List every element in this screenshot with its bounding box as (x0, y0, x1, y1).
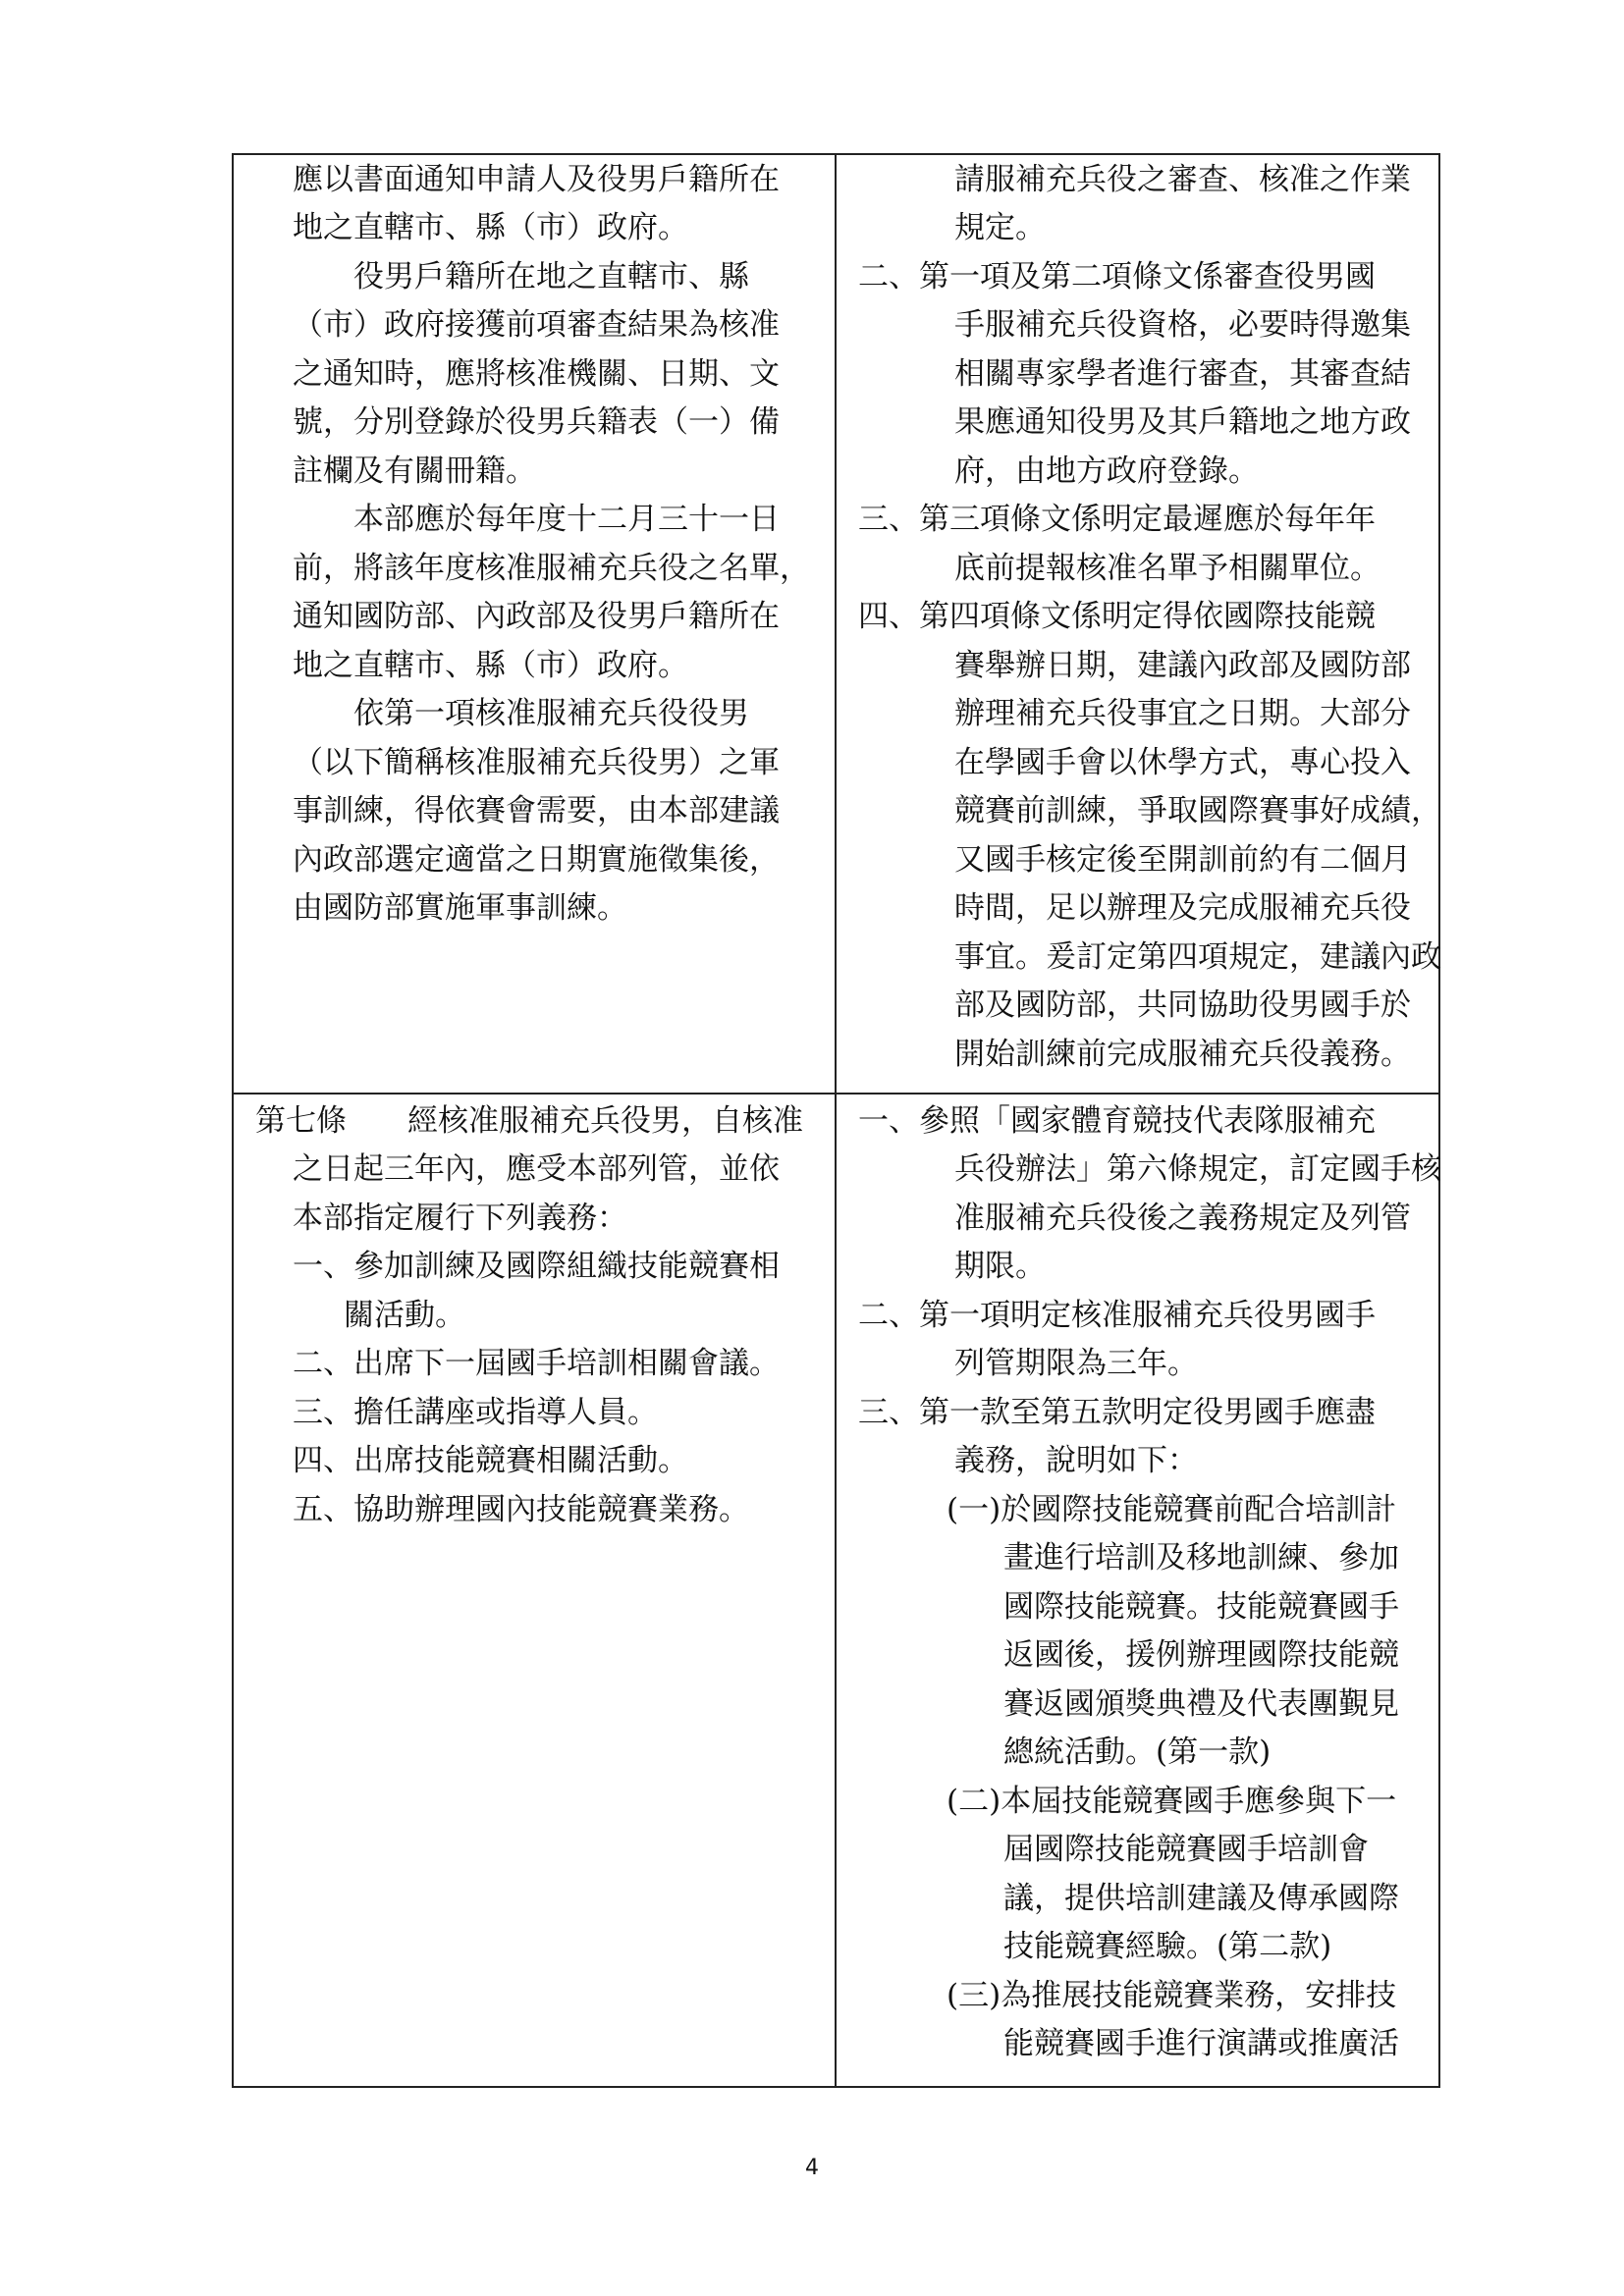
text-line: 開始訓練前完成服補充兵役義務。 (954, 1037, 1411, 1072)
text-line: 由國防部實施軍事訓練。 (293, 890, 627, 926)
text-line: 請服補充兵役之審查、核准之作業 (954, 162, 1411, 197)
list-item: 三、第三項條文係明定最遲應於每年年 (858, 502, 1376, 537)
text-line: 准服補充兵役後之義務規定及列管 (954, 1201, 1411, 1236)
text-line: 在學國手會以休學方式，專心投入 (954, 745, 1411, 780)
text-line: 兵役辦法」第六條規定，訂定國手核 (954, 1151, 1441, 1187)
list-item: 五、協助辦理國內技能競賽業務。 (293, 1492, 749, 1527)
text-line: 議，提供培訓建議及傳承國際 (1003, 1881, 1399, 1916)
text-line: 時間，足以辦理及完成服補充兵役 (954, 890, 1411, 926)
text-line: 註欄及有關冊籍。 (293, 454, 536, 489)
text-line: 府，由地方政府登錄。 (954, 454, 1259, 489)
list-item: 三、擔任講座或指導人員。 (293, 1395, 658, 1430)
list-item: 二、第一項及第二項條文係審查役男國 (858, 259, 1376, 294)
text-line: 之日起三年內，應受本部列管，並依 (293, 1151, 780, 1187)
text-line: 義務，說明如下： (954, 1443, 1198, 1478)
text-line: 國際技能競賽。技能競賽國手 (1003, 1589, 1399, 1625)
text-line: 賽返國頒獎典禮及代表團覲見 (1003, 1686, 1399, 1722)
text-line: 通知國防部、內政部及役男戶籍所在 (293, 599, 780, 634)
text-line: 本部應於每年度十二月三十一日 (293, 502, 780, 537)
article-text-cell (233, 1094, 836, 2087)
text-line: 之通知時，應將核准機關、日期、文 (293, 356, 780, 392)
explanation-cell (836, 1094, 1439, 2087)
text-line: 依第一項核准服補充兵役役男 (293, 696, 749, 731)
text-line: 賽舉辦日期，建議內政部及國防部 (954, 648, 1411, 683)
text-line: 地之直轄市、縣（市）政府。 (293, 210, 688, 245)
text-line: 屆國際技能競賽國手培訓會 (1003, 1832, 1369, 1867)
table-row (233, 1094, 1439, 2087)
text-line: 內政部選定適當之日期實施徵集後， (293, 842, 780, 878)
text-line: 號，分別登錄於役男兵籍表（一）備 (293, 404, 780, 440)
document-table (232, 153, 1440, 2088)
text-line: 地之直轄市、縣（市）政府。 (293, 648, 688, 683)
list-item: 三、第一款至第五款明定役男國手應盡 (858, 1395, 1376, 1430)
list-item: 二、出席下一屆國手培訓相關會議。 (293, 1346, 780, 1381)
text-line: 辦理補充兵役事宜之日期。大部分 (954, 696, 1411, 731)
text-line: （以下簡稱核准服補充兵役男）之軍 (293, 745, 780, 780)
text-line: 果應通知役男及其戶籍地之地方政 (954, 404, 1411, 440)
text-line: 又國手核定後至開訓前約有二個月 (954, 842, 1411, 878)
sub-item: (一)於國際技能競賽前配合培訓計 (947, 1492, 1397, 1527)
text-line: 事宜。爰訂定第四項規定，建議內政 (954, 939, 1441, 975)
text-line: 列管期限為三年。 (954, 1346, 1198, 1381)
text-line: 前，將該年度核准服補充兵役之名單， (293, 551, 810, 586)
sub-item: (三)為推展技能競賽業務，安排技 (947, 1978, 1397, 2013)
list-item: 四、第四項條文係明定得依國際技能競 (858, 599, 1376, 634)
text-line: 應以書面通知申請人及役男戶籍所在 (293, 162, 780, 197)
text-line: 能競賽國手進行演講或推廣活 (1003, 2026, 1399, 2061)
text-line: 總統活動。(第一款) (1003, 1735, 1272, 1770)
text-line: （市）政府接獲前項審查結果為核准 (293, 307, 780, 343)
text-line: 手服補充兵役資格，必要時得邀集 (954, 307, 1411, 343)
table-row (233, 154, 1439, 1094)
list-item: 一、參照「國家體育競技代表隊服補充 (858, 1103, 1376, 1139)
text-line: 本部指定履行下列義務： (293, 1201, 627, 1236)
text-line: 技能競賽經驗。(第二款) (1003, 1929, 1332, 1964)
article-heading: 第七條 經核准服補充兵役男，自核准 (255, 1103, 803, 1139)
page-number: 4 (805, 2156, 819, 2180)
text-line: 規定。 (954, 210, 1046, 245)
text-line: 返國後，援例辦理國際技能競 (1003, 1637, 1399, 1673)
text-line: 役男戶籍所在地之直轄市、縣 (293, 259, 749, 294)
list-item: 四、出席技能競賽相關活動。 (293, 1443, 688, 1478)
text-line: 事訓練，得依賽會需要，由本部建議 (293, 793, 780, 828)
explanation-cell (836, 154, 1439, 1094)
list-item: 二、第一項明定核准服補充兵役男國手 (858, 1298, 1376, 1333)
text-line: 相關專家學者進行審查，其審查結 (954, 356, 1411, 392)
text-line: 部及國防部，共同協助役男國手於 (954, 988, 1411, 1023)
text-line: 競賽前訓練，爭取國際賽事好成績， (954, 793, 1441, 828)
article-text-cell (233, 154, 836, 1094)
text-line: 底前提報核准名單予相關單位。 (954, 551, 1380, 586)
text-line: 期限。 (954, 1249, 1046, 1284)
sub-item: (二)本屆技能競賽國手應參與下一 (947, 1784, 1397, 1819)
text-line: 畫進行培訓及移地訓練、參加 (1003, 1540, 1399, 1575)
text-line: 關活動。 (344, 1298, 465, 1333)
list-item: 一、參加訓練及國際組織技能競賽相 (293, 1249, 780, 1284)
